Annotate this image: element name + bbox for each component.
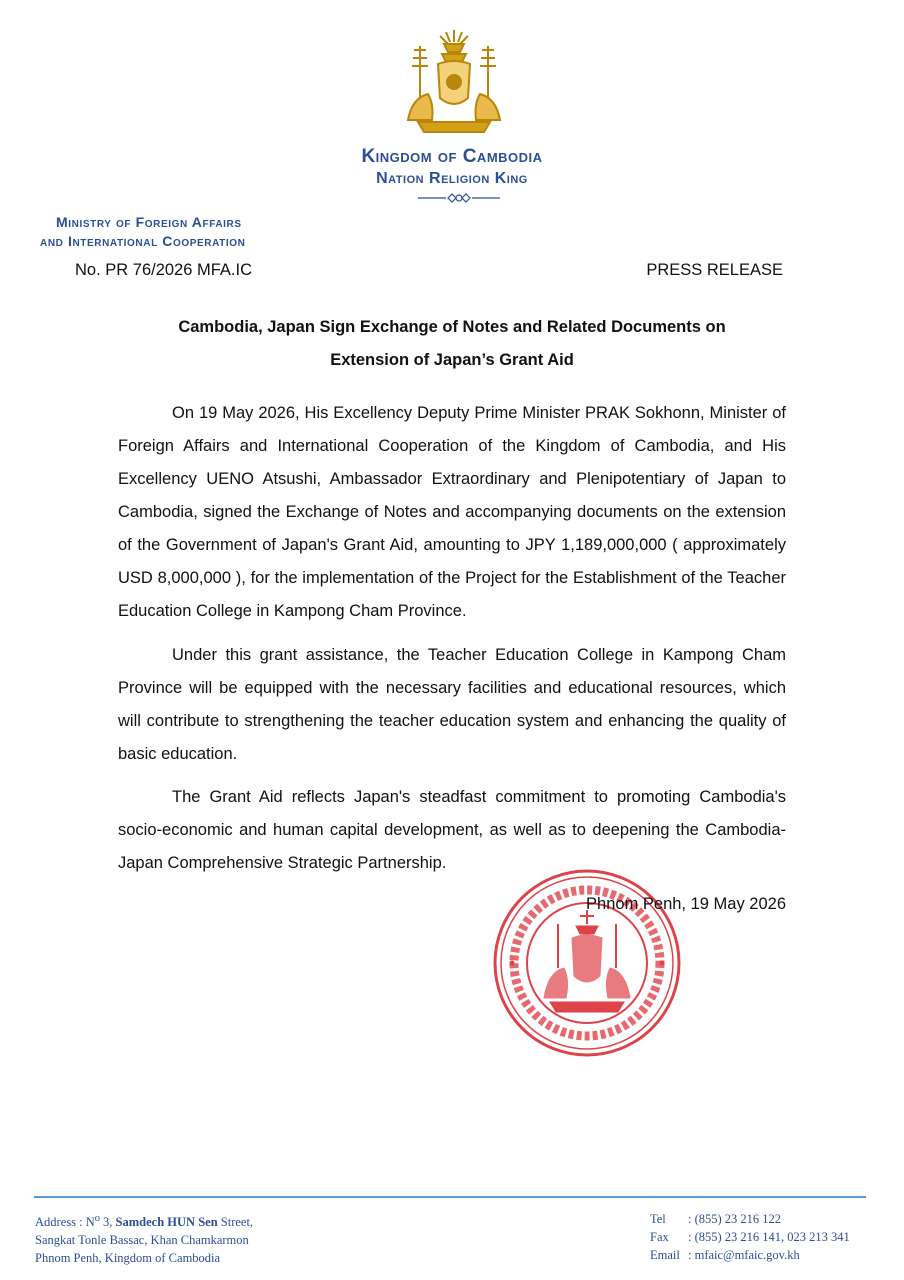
place-and-date: Phnom Penh, 19 May 2026: [586, 895, 786, 913]
tel-row: [650, 1210, 850, 1228]
address-line-2: Sangkat Tonle Bassac, Khan Chamkarmon: [35, 1233, 249, 1248]
address-label: Address : N: [35, 1215, 95, 1230]
ministry-name-line2: and International Cooperation: [40, 233, 246, 249]
press-release-title: [140, 311, 764, 377]
footer-divider: [34, 1196, 866, 1198]
address-street-name: Samdech HUN Sen: [115, 1215, 218, 1230]
decorative-divider-icon: [418, 192, 500, 204]
fax-value: : (855) 23 216 141, 023 213 341: [688, 1230, 850, 1244]
body-paragraph-1: On 19 May 2026, His Excellency Deputy Prime Minister PRAK Sokhonn, Minister of Foreign Affairs and International Cooperation of the Kingdom of Cambodia, and His Excellency UENO Atsushi, Ambassador Extraordinary and Plenipotentiary of Japan to Cambodia, signed the Exchange of Notes and accompanying documents on the extension of the Government of Japan's Grant Aid, amounting to JPY 1,189,000,000 ( approximately USD 8,000,000 ), for the implementation of the Project for the Establishment of the Teacher Education College in Kampong Cham Province.: [118, 404, 786, 620]
tel-label: Tel: [650, 1212, 666, 1226]
tel-value: : (855) 23 216 122: [688, 1212, 782, 1226]
title-line-2: Extension of Japan’s Grant Aid: [330, 351, 574, 369]
email-link[interactable]: : mfaic@mfaic.gov.kh: [688, 1248, 800, 1262]
email-row: [650, 1246, 850, 1264]
national-motto: Nation Religion King: [376, 170, 528, 187]
document-type-label: PRESS RELEASE: [646, 261, 783, 279]
address-line-3: Phnom Penh, Kingdom of Cambodia: [35, 1251, 221, 1266]
address-number: 3,: [99, 1215, 116, 1230]
email-label: Email: [650, 1248, 680, 1262]
footer-contact: [650, 1210, 850, 1264]
body-paragraph-3: The Grant Aid reflects Japan's steadfast commitment to promoting Cambodia's socio-economic and human capital development, as well as to deepening the Cambodia-Japan Comprehensive Strategic Partnership.: [118, 788, 786, 872]
reference-number: No. PR 76/2026 MFA.IC: [75, 261, 252, 279]
address-line-1: [35, 1210, 253, 1231]
address-street-suffix: Street,: [217, 1215, 254, 1230]
body-paragraph-2: Under this grant assistance, the Teacher Education College in Kampong Cham Province will be equipped with the necessary facilities and educational resources, which will contribute to strengthening the teacher education system and enhancing the quality of basic education.: [118, 646, 786, 763]
title-line-1: Cambodia, Japan Sign Exchange of Notes and Related Documents on: [178, 318, 726, 336]
fax-row: [650, 1228, 850, 1246]
address-number-sup: o: [94, 1213, 100, 1224]
ministry-name-line1: Ministry of Foreign Affairs: [56, 214, 242, 230]
footer-address: [35, 1210, 253, 1267]
fax-label: Fax: [650, 1230, 669, 1244]
kingdom-title: Kingdom of Cambodia: [361, 146, 543, 167]
royal-coat-of-arms-icon: [398, 28, 510, 138]
